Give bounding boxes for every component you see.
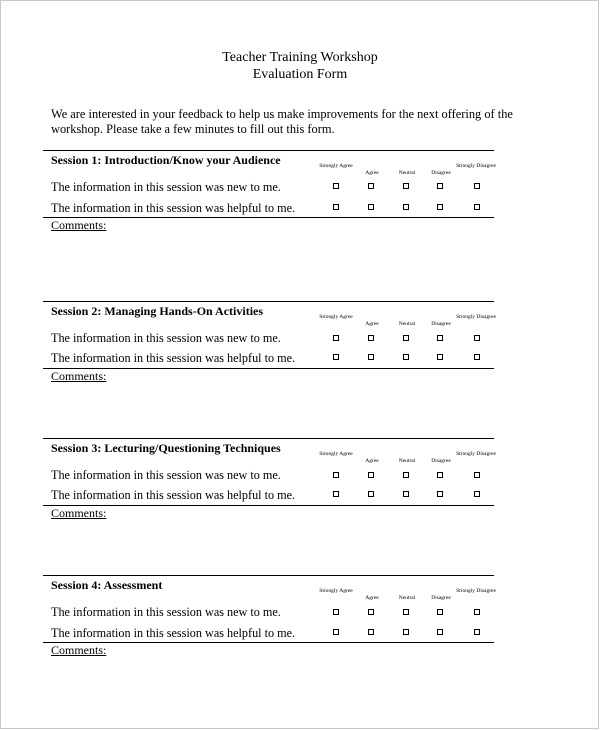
divider <box>43 505 494 506</box>
checkbox-strongly-agree[interactable] <box>333 472 339 478</box>
scale-strongly-disagree: Strongly Disagree <box>456 588 496 594</box>
checkbox-disagree[interactable] <box>437 183 443 189</box>
session-heading: Session 4: Assessment <box>51 578 163 592</box>
divider <box>43 301 494 302</box>
checkbox-disagree[interactable] <box>437 491 443 497</box>
scale-strongly-disagree: Strongly Disagree <box>456 163 496 169</box>
scale-strongly-agree: Strongly Agree <box>319 588 353 594</box>
checkbox-neutral[interactable] <box>403 472 409 478</box>
checkbox-agree[interactable] <box>368 491 374 497</box>
intro-line-1: We are interested in your feedback to help us make improvements for the next offering of the <box>51 107 513 121</box>
divider <box>43 368 494 369</box>
checkbox-disagree[interactable] <box>437 472 443 478</box>
checkbox-strongly-disagree[interactable] <box>474 609 480 615</box>
intro-line-2: workshop. Please take a few minutes to fill out this form. <box>51 122 335 136</box>
checkbox-strongly-agree[interactable] <box>333 183 339 189</box>
session-heading: Session 3: Lecturing/Questioning Techniques <box>51 441 281 455</box>
checkbox-neutral[interactable] <box>403 354 409 360</box>
scale-strongly-agree: Strongly Agree <box>319 451 353 457</box>
checkbox-strongly-agree[interactable] <box>333 629 339 635</box>
scale-disagree: Disagree <box>431 170 451 176</box>
checkbox-agree[interactable] <box>368 472 374 478</box>
scale-strongly-agree: Strongly Agree <box>319 314 353 320</box>
statement-row-1: The information in this session was new to me. <box>51 331 281 345</box>
checkbox-strongly-agree[interactable] <box>333 609 339 615</box>
checkbox-neutral[interactable] <box>403 629 409 635</box>
checkbox-agree[interactable] <box>368 204 374 210</box>
statement-row-1: The information in this session was new to me. <box>51 605 281 619</box>
form-subtitle: Evaluation Form <box>252 67 348 82</box>
checkbox-disagree[interactable] <box>437 335 443 341</box>
statement-row-2: The information in this session was helpful to me. <box>51 201 296 215</box>
divider <box>43 150 494 151</box>
statement-row-2: The information in this session was helpful to me. <box>51 351 296 365</box>
checkbox-disagree[interactable] <box>437 629 443 635</box>
scale-neutral: Neutral <box>398 595 416 601</box>
checkbox-neutral[interactable] <box>403 183 409 189</box>
scale-strongly-agree: Strongly Agree <box>319 163 353 169</box>
statement-row-2: The information in this session was helpful to me. <box>51 488 296 502</box>
checkbox-agree[interactable] <box>368 609 374 615</box>
intro-text <box>51 107 551 137</box>
scale-strongly-disagree: Strongly Disagree <box>456 451 496 457</box>
form-title: Teacher Training Workshop <box>222 50 378 65</box>
checkbox-strongly-disagree[interactable] <box>474 354 480 360</box>
checkbox-strongly-agree[interactable] <box>333 491 339 497</box>
divider <box>43 575 494 576</box>
checkbox-disagree[interactable] <box>437 204 443 210</box>
scale-disagree: Disagree <box>431 321 451 327</box>
divider <box>43 642 494 643</box>
scale-agree: Agree <box>365 458 379 464</box>
scale-neutral: Neutral <box>398 321 416 327</box>
checkbox-agree[interactable] <box>368 183 374 189</box>
checkbox-strongly-agree[interactable] <box>333 354 339 360</box>
scale-strongly-disagree: Strongly Disagree <box>456 314 496 320</box>
checkbox-strongly-disagree[interactable] <box>474 472 480 478</box>
scale-agree: Agree <box>365 170 379 176</box>
comments-label: Comments: <box>51 643 107 657</box>
checkbox-disagree[interactable] <box>437 354 443 360</box>
scale-agree: Agree <box>365 595 379 601</box>
scale-agree: Agree <box>365 321 379 327</box>
statement-row-2: The information in this session was helpful to me. <box>51 626 296 640</box>
checkbox-neutral[interactable] <box>403 335 409 341</box>
checkbox-strongly-agree[interactable] <box>333 335 339 341</box>
scale-disagree: Disagree <box>431 595 451 601</box>
checkbox-agree[interactable] <box>368 354 374 360</box>
checkbox-agree[interactable] <box>368 629 374 635</box>
statement-row-1: The information in this session was new to me. <box>51 180 281 194</box>
scale-neutral: Neutral <box>398 458 416 464</box>
statement-row-1: The information in this session was new to me. <box>51 468 281 482</box>
scale-disagree: Disagree <box>431 458 451 464</box>
session-heading: Session 1: Introduction/Know your Audience <box>51 153 281 167</box>
comments-label: Comments: <box>51 369 107 383</box>
divider <box>43 438 494 439</box>
checkbox-agree[interactable] <box>368 335 374 341</box>
checkbox-neutral[interactable] <box>403 609 409 615</box>
checkbox-strongly-disagree[interactable] <box>474 335 480 341</box>
checkbox-neutral[interactable] <box>403 491 409 497</box>
checkbox-strongly-disagree[interactable] <box>474 183 480 189</box>
comments-label: Comments: <box>51 506 107 520</box>
checkbox-disagree[interactable] <box>437 609 443 615</box>
checkbox-neutral[interactable] <box>403 204 409 210</box>
checkbox-strongly-disagree[interactable] <box>474 491 480 497</box>
checkbox-strongly-disagree[interactable] <box>474 629 480 635</box>
checkbox-strongly-disagree[interactable] <box>474 204 480 210</box>
checkbox-strongly-agree[interactable] <box>333 204 339 210</box>
divider <box>43 217 494 218</box>
comments-label: Comments: <box>51 218 107 232</box>
scale-neutral: Neutral <box>398 170 416 176</box>
session-heading: Session 2: Managing Hands-On Activities <box>51 304 264 318</box>
